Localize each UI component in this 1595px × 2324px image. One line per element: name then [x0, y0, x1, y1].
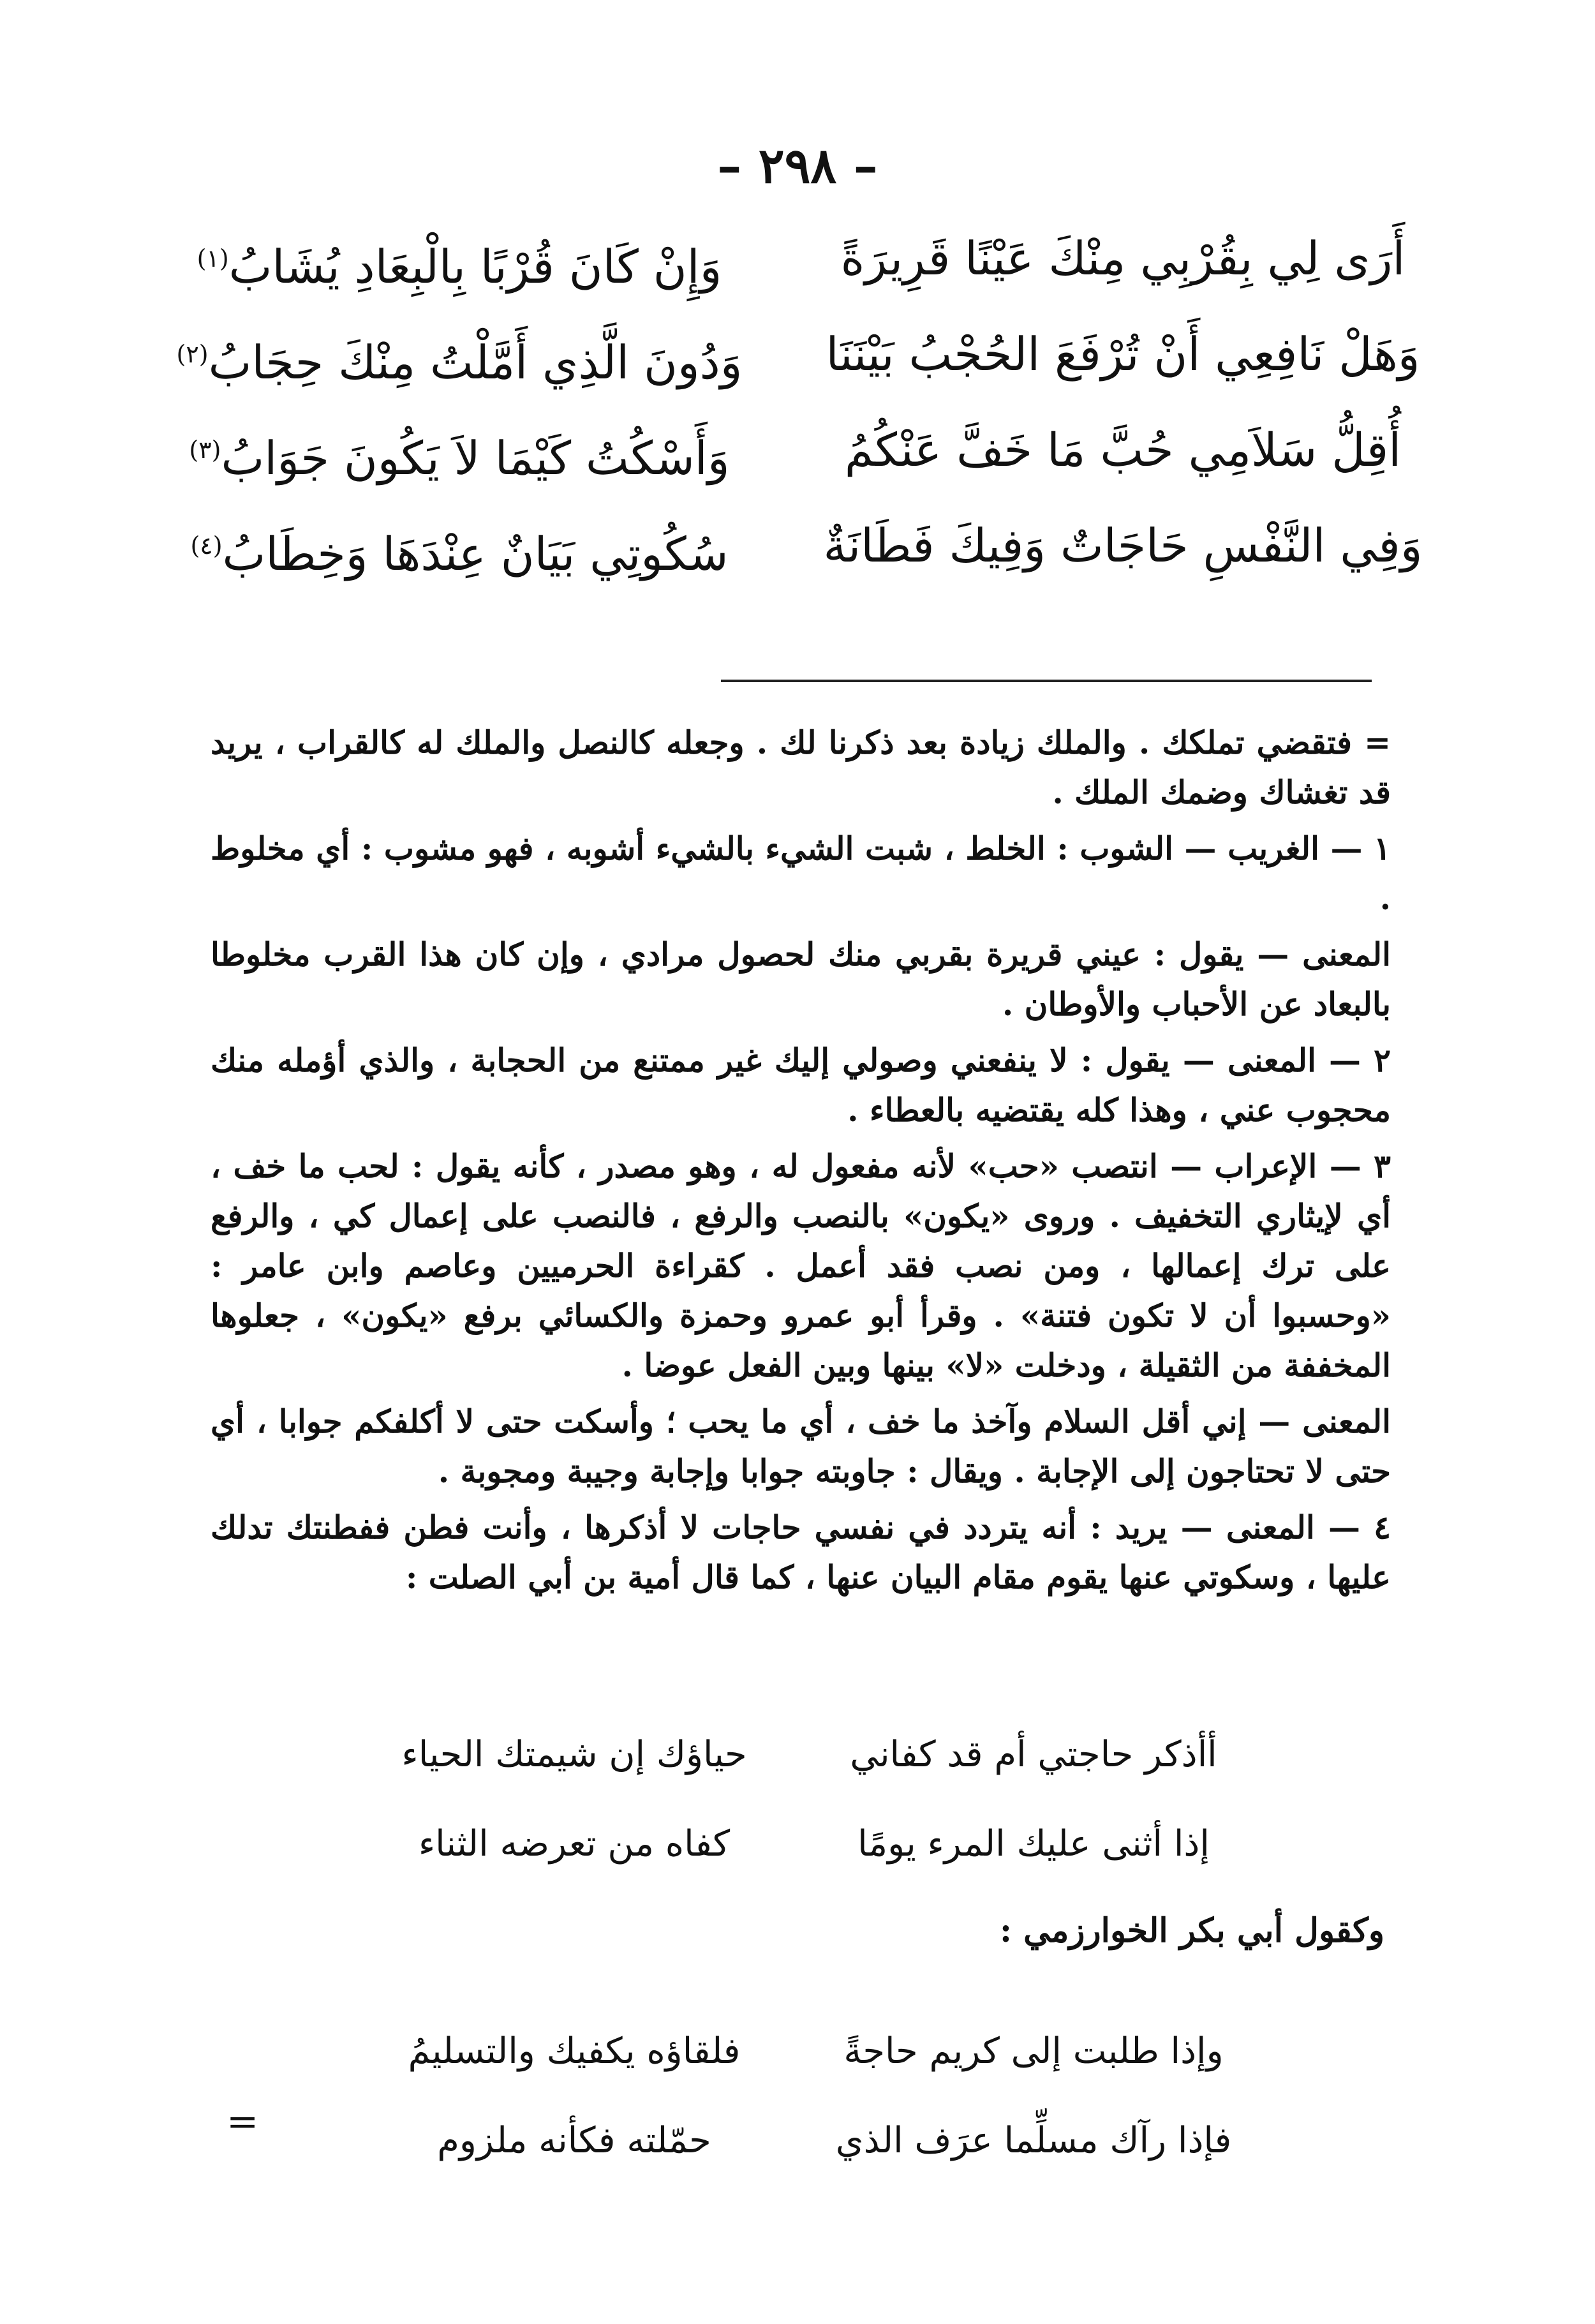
poem-line [160, 498, 1429, 593]
footnote-marker: (٢) [176, 340, 209, 368]
first-hemistich: أُقِلُّ سَلاَمِي حُبَّ مَا خَفَّ عَنْكُمُ [844, 423, 1402, 477]
quoted-verse [357, 1799, 1250, 1889]
second-hemistich [160, 306, 759, 402]
poem-line [160, 211, 1429, 306]
quoted-verses-khwarizmi [357, 2007, 1250, 2186]
continuation-mark: = [226, 2099, 259, 2144]
footnote-paragraph: = فتقضي تملكك . والملك زيادة بعد ذكرنا لك . وجعله كالنصل والملك له كالقراب ، يريد قد تغشاك وضمك الملك . [211, 724, 1391, 811]
quoted-verse [357, 2096, 1250, 2186]
quoted-first-hemistich: إذا أثنى عليك المرء يومًا [857, 1823, 1210, 1865]
second-hemistich [160, 498, 759, 593]
first-hemistich: وَهَلْ نَافِعِي أَنْ تُرْفَعَ الحُجْبُ بَيْنَنَا [826, 327, 1420, 381]
footnote-marker: (١) [197, 244, 229, 272]
quoted-second-hemistich: فلقاؤه يكفيك والتسليمُ [408, 2030, 741, 2072]
quoted-first-hemistich: أأذكر حاجتي أم قد كفاني [850, 1734, 1217, 1775]
footnote-paragraph: المعنى — يقول : عيني قريرة بقربي منك لحصول مرادي ، وإن كان هذا القرب مخلوطا بالبعاد عن الأحباب والأوطان . [211, 935, 1391, 1023]
quoted-verse [357, 1710, 1250, 1799]
footnote-paragraph: ٤ — المعنى — يريد : أنه يتردد في نفسي حاجات لا أذكرها ، وأنت فطن ففطنتك تدلك عليها ، وسكوتي عنها يقوم مقام البيان عنها ، كما قال أمية بن أبي الصلت : [211, 1508, 1391, 1596]
poem-line [160, 402, 1429, 498]
first-hemistich: أَرَى لِي بِقُرْبِي مِنْكَ عَيْنًا قَرِيرَةً [840, 232, 1406, 285]
attribution-line: وكقول أبي بكر الخوارزمي : [999, 1911, 1384, 1950]
footnote-paragraph: المعنى — إني أقل السلام وآخذ ما خف ، أي ما يحب ؛ وأسكت حتى لا أكلفكم جوابا ، أي حتى لا تحتاجون إلى الإجابة . ويقال : جاوبته جوابا وإجابة وجيبة ومجوبة . [211, 1403, 1391, 1490]
second-hemistich [160, 211, 759, 306]
quoted-second-hemistich: حمّلته فكأنه ملزوم [437, 2120, 711, 2161]
second-hemistich-text: وَأَسْكُتُ كَيْمَا لاَ يَكُونَ جَوَابُ [221, 431, 730, 485]
quoted-verses-umayya [357, 1710, 1250, 1889]
footnote-paragraph: ٢ — المعنى — يقول : لا ينفعني وصولي إليك غير ممتنع من الحجابة ، والذي أؤمله منك محجوب عني ، وهذا كله يقتضيه بالعطاء . [211, 1041, 1391, 1129]
quoted-first-hemistich: وإذا طلبت إلى كريم حاجةً [843, 2030, 1224, 2072]
poem-block [160, 211, 1429, 593]
quoted-second-hemistich: كفاه من تعرضه الثناء [418, 1823, 731, 1865]
second-hemistich [160, 402, 759, 498]
footnote-marker: (٣) [189, 436, 221, 464]
footnote-divider [721, 680, 1372, 682]
quoted-first-hemistich: فإذا رآك مسلِّما عرَف الذي [835, 2120, 1232, 2161]
quoted-verse [357, 2007, 1250, 2096]
footnote-paragraph: ١ — الغريب — الشوب : الخلط ، شبت الشيء بالشيء أشوبه ، فهو مشوب : أي مخلوط . [211, 830, 1391, 917]
quoted-second-hemistich: حياؤك إن شيمتك الحياء [401, 1734, 747, 1775]
first-hemistich: وَفِي النَّفْسِ حَاجَاتٌ وَفِيكَ فَطَانَةٌ [823, 519, 1423, 572]
page-number: – ٢٩٨ – [717, 137, 878, 194]
second-hemistich-text: وَإِنْ كَانَ قُرْبًا بِالْبِعَادِ يُشَابُ [228, 240, 722, 294]
second-hemistich-text: سُكُوتِي بَيَانٌ عِنْدَهَا وَخِطَابُ [222, 527, 729, 581]
footnote-paragraph: ٣ — الإعراب — انتصب «حب» لأنه مفعول له ، وهو مصدر ، كأنه يقول : لحب ما خف ، أي لإيثاري التخفيف . وروى «يكون» بالنصب والرفع ، فالنصب على إعمال كي ، والرفع على ترك إعمالها ، ومن نصب فقد أعمل . كقراءة الحرميين وعاصم وابن عامر : «وحسبوا أن لا تكون فتنة» . وقرأ أبو عمرو وحمزة والكسائي برفع «يكون» ، جعلوها المخففة من الثقيلة ، ودخلت «لا» بينها وبين الفعل عوضا . [211, 1147, 1391, 1384]
poem-line [160, 306, 1429, 402]
second-hemistich-text: وَدُونَ الَّذِي أَمَّلْتُ مِنْكَ حِجَابُ [208, 336, 743, 389]
footnote-marker: (٤) [190, 532, 223, 560]
footnotes [211, 718, 1391, 1609]
